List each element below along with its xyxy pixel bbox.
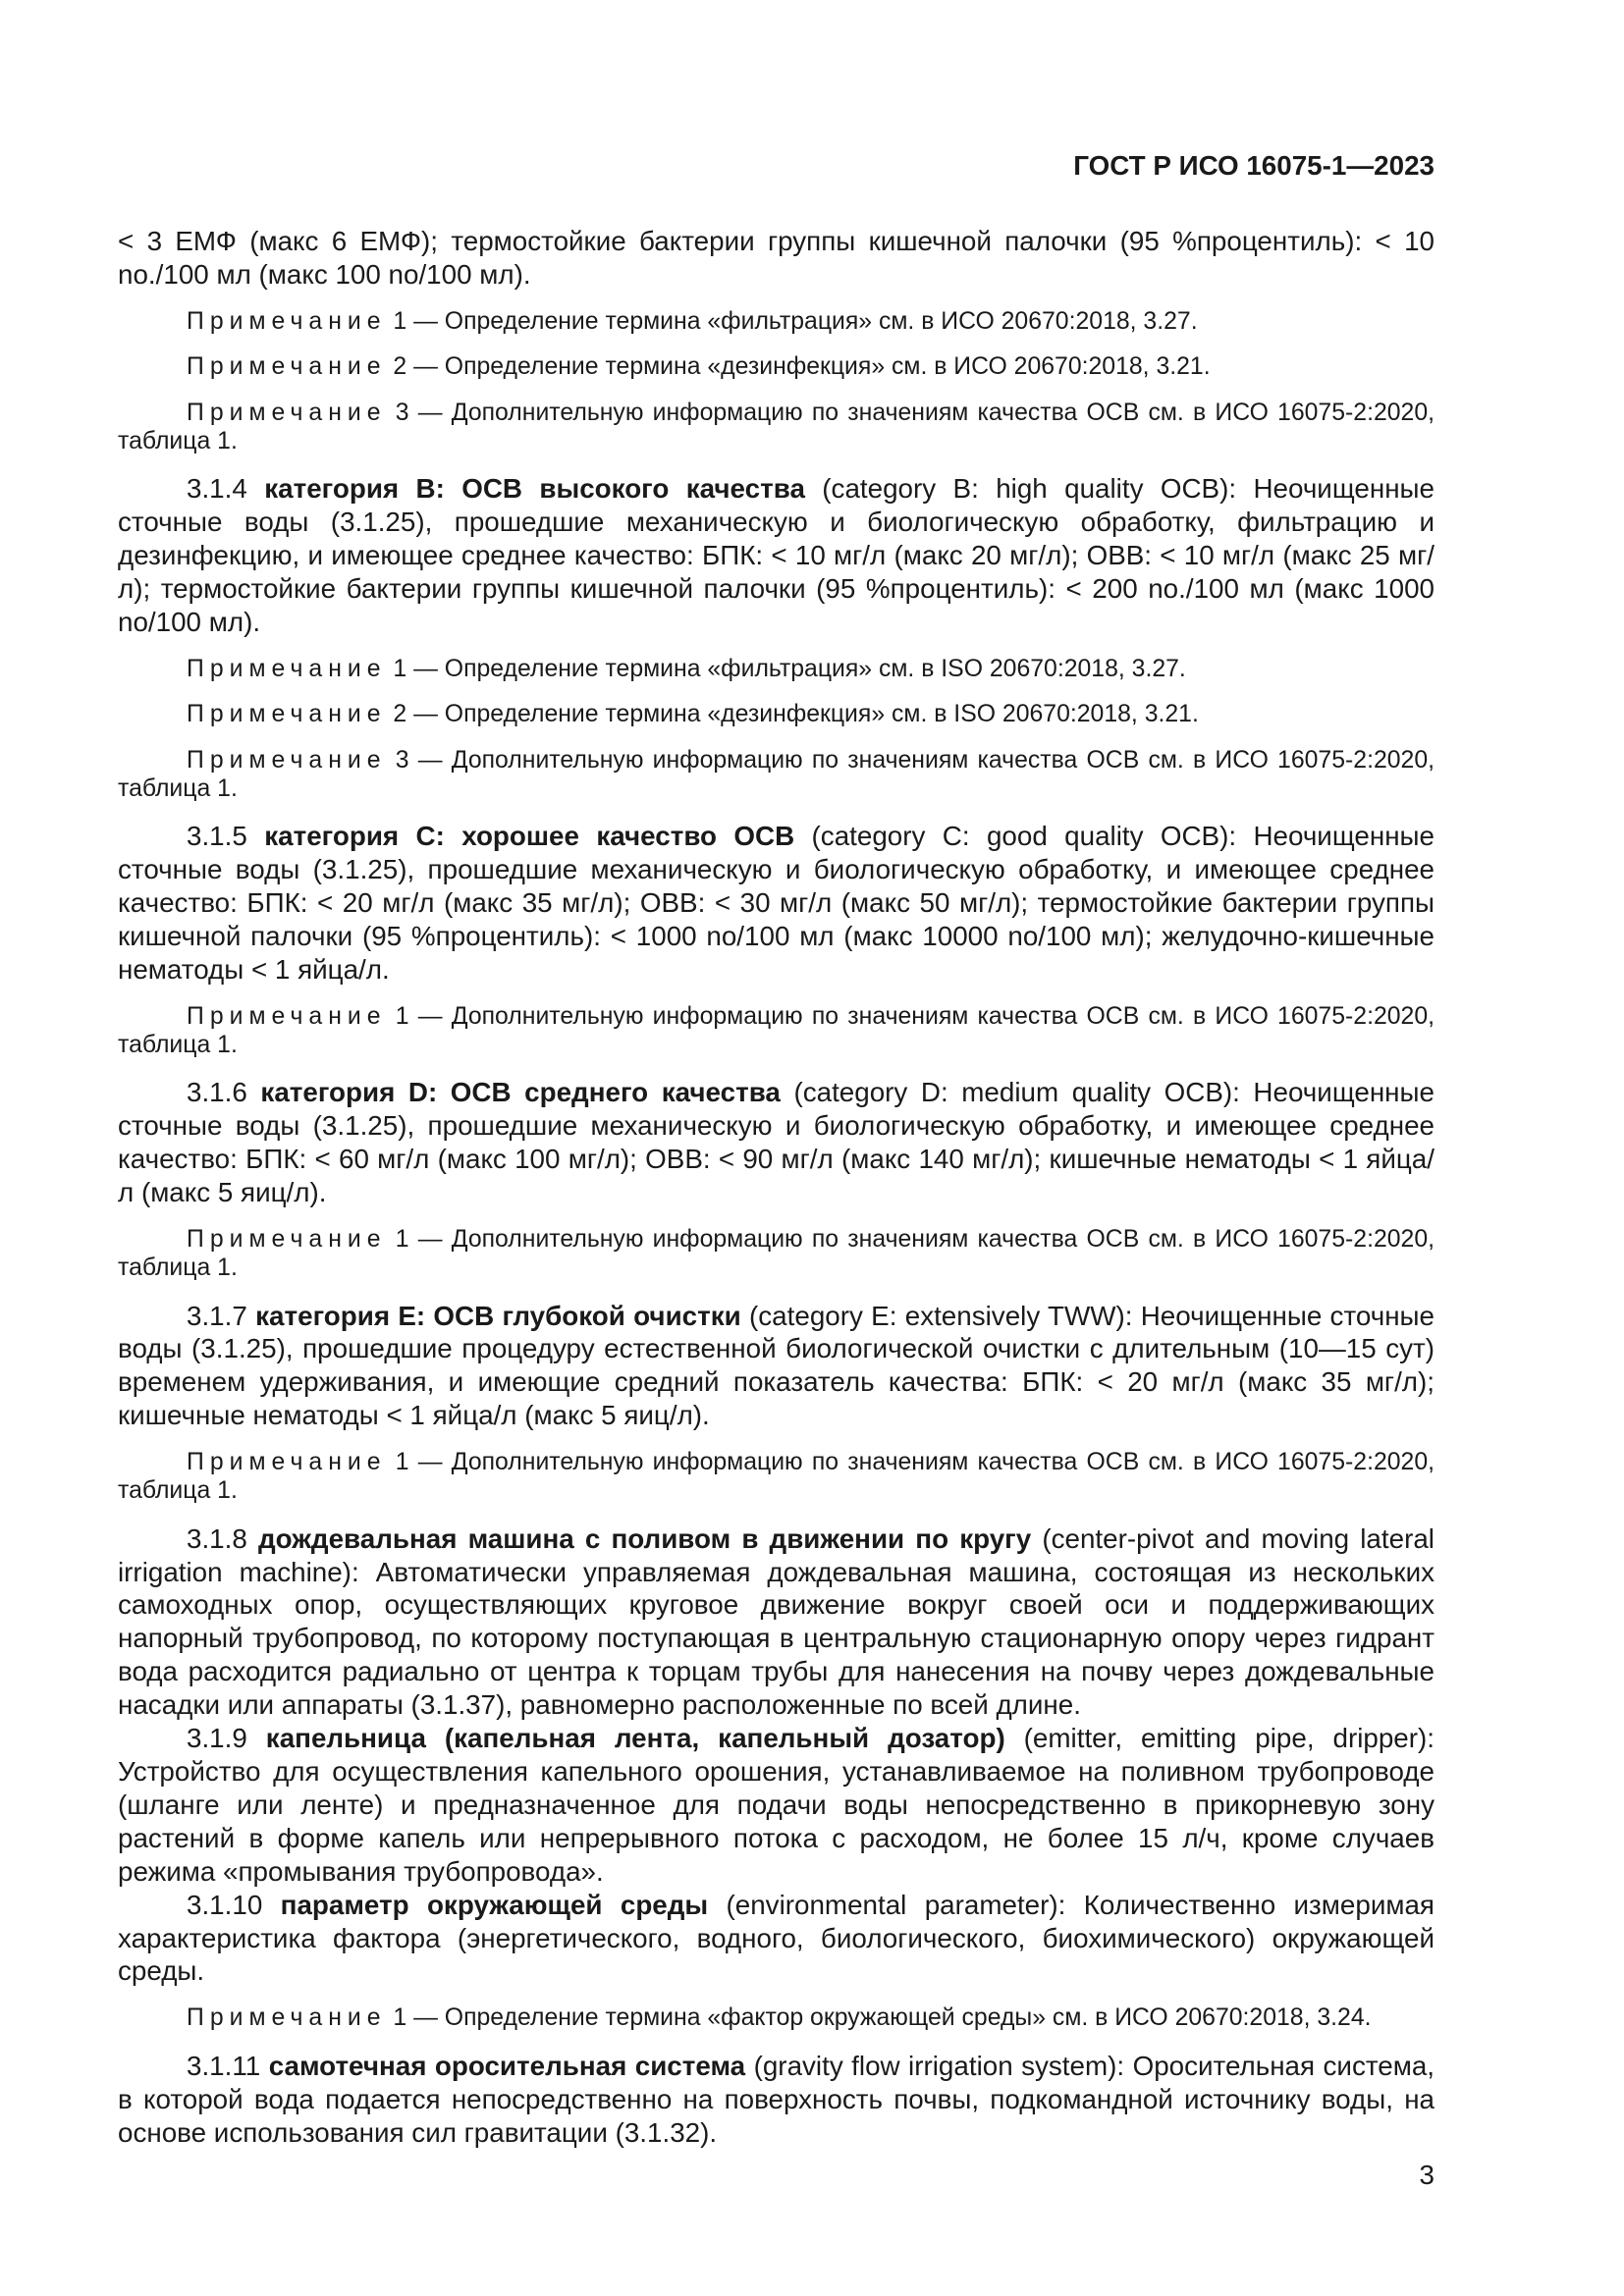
note	[118, 399, 1435, 455]
term-number: 3.1.4	[187, 473, 247, 505]
term-definition: (environmental parameter): Количественно измеримая характеристика фактора (энергетического, водного, биологического, биохимического) окружающей среды.	[118, 1889, 1435, 1987]
term-definition: (category C: good quality OCB): Неочищенные сточные воды (3.1.25), прошедшие механическую и биологическую обработку, и имеющее среднее качество: БПК: < 20 мг/л (макс 35 мг/л); ОВВ: < 30 мг/л (макс 50 мг/л); термостойкие бактерии группы кишечной палочки (95 %процентиль): < 1000 no/100 мл (макс 10000 no/100 мл); желудочно-кишечные нематоды < 1 яйца/л.	[118, 821, 1435, 985]
note-label: Примечание	[187, 2004, 387, 2032]
note-label: Примечание	[187, 746, 387, 774]
term-title: капельница (капельная лента, капельный дозатор)	[265, 1723, 1005, 1754]
note-text: 1 — Дополнительную информацию по значениям качества ОСВ см. в ИСО 16075-2:2020, таблица 1.	[118, 1449, 1435, 1505]
term-entry	[118, 472, 1435, 639]
term-entry	[118, 1522, 1435, 1722]
term-title: категория D: ОСВ среднего качества	[260, 1077, 781, 1108]
term-title: категория Е: ОСВ глубокой очистки	[255, 1300, 741, 1331]
term-entry	[118, 820, 1435, 987]
note-label: Примечание	[187, 1449, 387, 1476]
term-title: дождевальная машина с поливом в движении по кругу	[257, 1522, 1032, 1554]
term-entry	[118, 1300, 1435, 1433]
term-entry	[118, 2050, 1435, 2150]
term-definition: (emitter, emitting pipe, dripper): Устройство для осуществления капельного орошения, устанавливаемое на поливном трубопроводе (шланге или ленте) и предназначенное для подачи воды непосредственно в прикорневую зону растений в форме капель или непрерывного потока с расходом, не более 15 л/ч, кроме случаев режима «промывания трубопровода».	[118, 1723, 1435, 1887]
term-number: 3.1.9	[187, 1723, 247, 1754]
term-number: 3.1.5	[187, 821, 247, 852]
note-text: 1 — Определение термина «фильтрация» см. в ISO 20670:2018, 3.27.	[393, 655, 1186, 682]
note	[118, 307, 1435, 336]
term-definition: (category D: medium quality OCB): Неочищенные сточные воды (3.1.25), прошедшие механическую и биологическую обработку, и имеющее среднее качество: БПК: < 60 мг/л (макс 100 мг/л); ОВВ: < 90 мг/л (макс 140 мг/л); кишечные нематоды < 1 яйца/л (макс 5 яиц/л).	[118, 1077, 1435, 1208]
note	[118, 2003, 1435, 2032]
term-entry	[118, 1076, 1435, 1209]
document-body	[118, 225, 1435, 2150]
term-title: параметр окружающей среды	[280, 1889, 709, 1920]
term-number: 3.1.10	[187, 1889, 263, 1920]
term-title: категория В: ОСВ высокого качества	[264, 473, 805, 505]
term-definition: (gravity flow irrigation system): Оросительная система, в которой вода подается непосредственно на поверхность почвы, подкомандной источнику воды, на основе использования сил гравитации (3.1.32).	[118, 2050, 1435, 2148]
term-definition: (center-pivot and moving lateral irrigation machine): Автоматически управляемая дождевальная машина, состоящая из нескольких самоходных опор, осуществляющих круговое движение вокруг своей оси и поддерживающих напорный трубопровод, по которому поступающая в центральную стационарную опору через гидрант вода расходится радиально от центра к торцам трубы для нанесения на почву через дождевальные насадки или аппараты (3.1.37), равномерно расположенные по всей длине.	[118, 1522, 1435, 1721]
note-label: Примечание	[187, 1002, 387, 1030]
note-label: Примечание	[187, 307, 387, 335]
note-label: Примечание	[187, 399, 387, 426]
note-label: Примечание	[187, 655, 387, 682]
note-text: 2 — Определение термина «дезинфекция» см. в ISO 20670:2018, 3.21.	[393, 701, 1199, 728]
term-definition: (category B: high quality OCB): Неочищенные сточные воды (3.1.25), прошедшие механическую и биологическую обработку, фильтрацию и дезинфекцию, и имеющее среднее качество: БПК: < 10 мг/л (макс 20 мг/л); ОВВ: < 10 мг/л (макс 25 мг/л); термостойкие бактерии группы кишечной палочки (95 %процентиль): < 200 no./100 мл (макс 1000 no/100 мл).	[118, 473, 1435, 637]
term-title: категория С: хорошее качество ОСВ	[264, 821, 795, 852]
note-text: 1 — Дополнительную информацию по значениям качества ОСВ см. в ИСО 16075-2:2020, таблица 1.	[118, 1002, 1435, 1058]
term-number: 3.1.8	[187, 1522, 247, 1554]
note-label: Примечание	[187, 701, 387, 728]
note	[118, 700, 1435, 728]
document-code-header: ГОСТ Р ИСО 16075-1—2023	[1073, 150, 1435, 181]
note-text: 3 — Дополнительную информацию по значениям качества ОСВ см. в ИСО 16075-2:2020, таблица 1.	[118, 746, 1435, 802]
note-text: 1 — Определение термина «фактор окружающей среды» см. в ИСО 20670:2018, 3.24.	[393, 2004, 1372, 2032]
note-label: Примечание	[187, 353, 387, 381]
note-text: 1 — Дополнительную информацию по значениям качества ОСВ см. в ИСО 16075-2:2020, таблица 1.	[118, 1226, 1435, 1281]
note-text: 1 — Определение термина «фильтрация» см. в ИСО 20670:2018, 3.27.	[393, 307, 1198, 335]
term-number: 3.1.11	[187, 2050, 261, 2081]
page-number: 3	[1419, 2160, 1435, 2190]
term-entry	[118, 1889, 1435, 1989]
term-number: 3.1.7	[187, 1300, 247, 1331]
term-title: самотечная оросительная система	[268, 2050, 746, 2081]
intro-paragraph: < 3 ЕМФ (макс 6 ЕМФ); термостойкие бактерии группы кишечной палочки (95 %процентиль): < 10 no./100 мл (макс 100 no/100 мл).	[118, 226, 1435, 290]
term-number: 3.1.6	[187, 1077, 247, 1108]
term-entry	[118, 1722, 1435, 1889]
note	[118, 1448, 1435, 1505]
term-definition: (category E: extensively TWW): Неочищенные сточные воды (3.1.25), прошедшие процедуру естественной биологической очистки с длительным (10—15 сут) временем удерживания, и имеющие средний показатель качества: БПК: < 20 мг/л (макс 35 мг/л); кишечные нематоды < 1 яйца/л (макс 5 яиц/л).	[118, 1300, 1435, 1431]
note	[118, 1225, 1435, 1282]
note	[118, 746, 1435, 803]
note	[118, 352, 1435, 381]
note-text: 2 — Определение термина «дезинфекция» см. в ИСО 20670:2018, 3.21.	[393, 353, 1211, 381]
note-label: Примечание	[187, 1226, 387, 1253]
note	[118, 1002, 1435, 1059]
note-text: 3 — Дополнительную информацию по значениям качества ОСВ см. в ИСО 16075-2:2020, таблица 1.	[118, 399, 1435, 454]
note	[118, 655, 1435, 683]
